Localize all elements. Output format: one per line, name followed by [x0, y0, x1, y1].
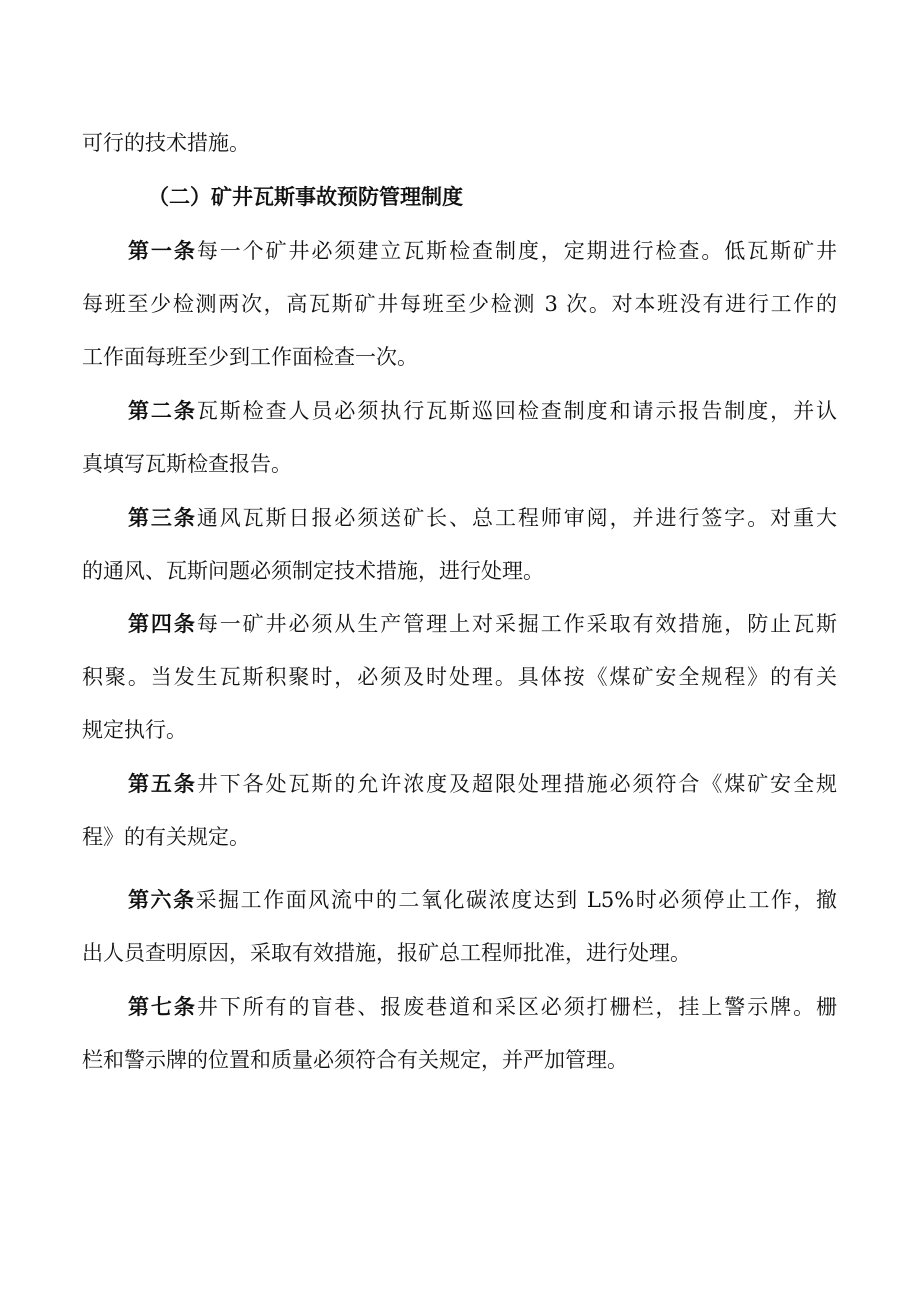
- article-first-line: [128, 885, 837, 915]
- continuation-text: 可行的技术措施。: [82, 131, 250, 155]
- article-first-line: [128, 992, 837, 1022]
- article-text: 的通风、瓦斯问题必须制定技术措施，进行处理。: [82, 559, 544, 583]
- article-label: 第一条: [128, 239, 197, 263]
- article-label: 第五条: [128, 772, 197, 796]
- article-first-line: [128, 769, 837, 799]
- article-text: 积聚。当发生瓦斯积聚时，必须及时处理。具体按《煤矿安全规程》的有关: [82, 665, 837, 689]
- article-label: 第六条: [128, 888, 196, 912]
- article-text: 井下各处瓦斯的允许浓度及超限处理措施必须符合《煤矿安全规: [196, 772, 838, 796]
- article-text: 程》的有关规定。: [82, 825, 250, 849]
- article-text: 采掘工作面风流中的二氧化碳浓度达到 L5%时必须停止工作，撤: [195, 888, 837, 912]
- article-text: 每一矿井必须从生产管理上对采掘工作采取有效措施，防止瓦斯: [196, 612, 838, 636]
- article-text: 工作面每班至少到工作面检查一次。: [82, 345, 418, 369]
- article-text: 通风瓦斯日报必须送矿长、总工程师审阅，并进行签字。对重大: [196, 506, 838, 530]
- section-heading: （二）矿井瓦斯事故预防管理制度: [148, 185, 463, 209]
- article-text: 井下所有的盲巷、报废巷道和采区必须打栅栏，挂上警示牌。栅: [196, 995, 838, 1019]
- article-text: 规定执行。: [82, 718, 187, 742]
- article-text: 出人员查明原因，采取有效措施，报矿总工程师批准，进行处理。: [82, 941, 691, 965]
- article-text: 每一个矿井必须建立瓦斯检查制度，定期进行检查。低瓦斯矿井: [196, 239, 838, 263]
- article-label: 第七条: [128, 995, 197, 1019]
- article-first-line: [128, 503, 837, 533]
- article-first-line: [128, 396, 837, 426]
- article-first-line: [128, 236, 837, 266]
- article-label: 第二条: [128, 399, 197, 423]
- article-text: 瓦斯检查人员必须执行瓦斯巡回检查制度和请示报告制度，并认: [196, 399, 838, 423]
- article-first-line: [128, 609, 837, 639]
- article-label: 第四条: [128, 612, 197, 636]
- article-label: 第三条: [128, 506, 197, 530]
- article-text: 每班至少检测两次，高瓦斯矿井每班至少检测 3 次。对本班没有进行工作的: [82, 292, 837, 316]
- article-text: 栏和警示牌的位置和质量必须符合有关规定，并严加管理。: [82, 1048, 628, 1072]
- article-text: 真填写瓦斯检查报告。: [82, 452, 292, 476]
